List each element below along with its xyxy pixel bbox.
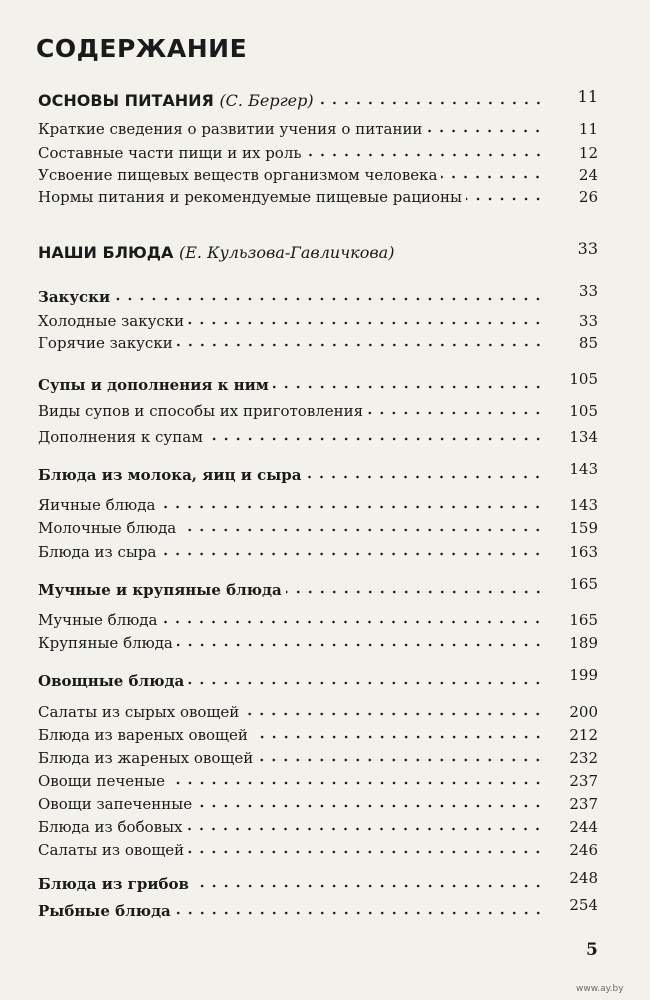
page-title: СОДЕРЖАНИЕ <box>36 34 248 63</box>
item-label: Овощи запеченные <box>38 795 193 813</box>
page-number: 165 <box>569 575 598 593</box>
item-label: Салаты из овощей <box>38 841 185 859</box>
toc-part-nutrition-basics <box>38 88 598 110</box>
dot-leader <box>196 795 544 809</box>
toc-item <box>38 745 598 767</box>
toc-item <box>38 814 598 836</box>
toc-item <box>38 791 598 813</box>
item-label: Холодные закуски <box>38 312 185 330</box>
part-author: (Е. Кульзова-Гавличкова) <box>178 243 395 262</box>
dot-leader <box>257 749 544 763</box>
dot-leader <box>169 772 544 786</box>
dot-leader <box>243 703 544 717</box>
toc-item <box>38 116 598 138</box>
item-label: Салаты из сырых овощей <box>38 703 240 721</box>
dot-leader <box>160 543 544 557</box>
page-number: 33 <box>577 239 598 258</box>
page-number: 105 <box>569 370 598 388</box>
page-number: 143 <box>569 460 598 478</box>
item-label: Блюда из сыра <box>38 543 157 561</box>
item-label: Дополнения к супам <box>38 428 203 446</box>
dot-leader <box>305 466 544 480</box>
item-label: Краткие сведения о развитии учения о питании <box>38 120 423 138</box>
dot-leader <box>186 818 544 832</box>
page-number: 254 <box>569 896 598 914</box>
item-label: Мучные блюда <box>38 611 158 629</box>
dot-leader <box>114 288 544 302</box>
item-label: Молочные блюда <box>38 519 177 537</box>
toc-item <box>38 607 598 629</box>
toc-item <box>38 140 598 162</box>
page-number: 246 <box>569 841 598 859</box>
toc-item <box>38 539 598 561</box>
item-label: Блюда из жареных овощей <box>38 749 254 767</box>
dot-leader <box>159 496 544 510</box>
toc-section <box>38 871 598 893</box>
toc-item <box>38 184 598 206</box>
page-number: 200 <box>569 703 598 721</box>
page-number: 85 <box>578 334 598 352</box>
page-number: 199 <box>569 666 598 684</box>
page-number: 143 <box>569 496 598 514</box>
dot-leader <box>161 611 544 625</box>
section-title: Овощные блюда <box>38 672 185 690</box>
page-number: 11 <box>578 120 598 138</box>
item-label: Крупяные блюда <box>38 634 173 652</box>
item-label: Блюда из бобовых <box>38 818 183 836</box>
page-number: 159 <box>569 519 598 537</box>
page-number: 237 <box>569 795 598 813</box>
toc-item <box>38 837 598 859</box>
toc-item <box>38 699 598 721</box>
dot-leader <box>286 581 544 595</box>
toc-item <box>38 768 598 790</box>
folio-page-number: 5 <box>586 940 598 960</box>
item-label: Овощи печеные <box>38 772 165 790</box>
page-number: 24 <box>578 166 598 184</box>
page-number: 189 <box>569 634 598 652</box>
toc-item <box>38 308 598 330</box>
page-number: 232 <box>569 749 598 767</box>
page-number: 244 <box>569 818 598 836</box>
page-number: 12 <box>578 144 598 162</box>
item-label: Блюда из вареных овощей <box>38 726 248 744</box>
toc-item <box>38 722 598 744</box>
page-number: 165 <box>569 611 598 629</box>
toc-section <box>38 372 598 394</box>
dot-leader <box>188 672 544 686</box>
toc-section <box>38 668 598 690</box>
item-label: Составные части пищи и их роль <box>38 144 302 162</box>
toc-item <box>38 330 598 352</box>
toc-item <box>38 630 598 652</box>
toc-item <box>38 492 598 514</box>
dot-leader <box>193 875 544 889</box>
dot-leader <box>441 166 544 180</box>
section-title: Закуски <box>38 288 111 306</box>
dot-leader <box>207 428 544 442</box>
dot-leader <box>188 312 544 326</box>
section-title: Мучные и крупяные блюда <box>38 581 282 599</box>
toc-item <box>38 424 598 446</box>
dot-leader <box>306 144 544 158</box>
item-label: Нормы питания и рекомендуемые пищевые рационы <box>38 188 462 206</box>
toc-section <box>38 462 598 484</box>
site-watermark: www.ay.by <box>576 984 624 994</box>
dot-leader <box>466 188 544 202</box>
item-label: Горячие закуски <box>38 334 173 352</box>
dot-leader <box>252 726 544 740</box>
page-number: 105 <box>569 402 598 420</box>
section-title: Блюда из грибов <box>38 875 189 893</box>
toc-item <box>38 162 598 184</box>
page-number: 163 <box>569 543 598 561</box>
part-author: (С. Бергер) <box>219 91 314 110</box>
dot-leader <box>273 376 544 390</box>
toc-section <box>38 898 598 920</box>
dot-leader <box>398 244 544 258</box>
toc-item <box>38 515 598 537</box>
item-label: Яичные блюда <box>38 496 156 514</box>
page-number: 11 <box>577 87 598 106</box>
dot-leader <box>188 841 544 855</box>
page-number: 237 <box>569 772 598 790</box>
section-title: Рыбные блюда <box>38 902 171 920</box>
toc-section <box>38 284 598 306</box>
dot-leader <box>367 402 544 416</box>
part-title: НАШИ БЛЮДА <box>38 243 174 262</box>
part-title: ОСНОВЫ ПИТАНИЯ <box>38 91 214 110</box>
page-number: 33 <box>578 312 598 330</box>
page-number: 134 <box>569 428 598 446</box>
toc-part-our-dishes <box>38 240 598 262</box>
item-label: Усвоение пищевых веществ организмом человека <box>38 166 438 184</box>
toc-section <box>38 577 598 599</box>
page-number: 33 <box>578 282 598 300</box>
item-label: Виды супов и способы их приготовления <box>38 402 364 420</box>
dot-leader <box>177 334 544 348</box>
dot-leader <box>318 92 544 106</box>
dot-leader <box>426 120 544 134</box>
dot-leader <box>180 519 544 533</box>
page-number: 212 <box>569 726 598 744</box>
section-title: Супы и дополнения к ним <box>38 376 269 394</box>
page-number: 26 <box>578 188 598 206</box>
section-title: Блюда из молока, яиц и сыра <box>38 466 302 484</box>
toc-item <box>38 398 598 420</box>
dot-leader <box>175 902 544 916</box>
dot-leader <box>177 634 544 648</box>
page-number: 248 <box>569 869 598 887</box>
